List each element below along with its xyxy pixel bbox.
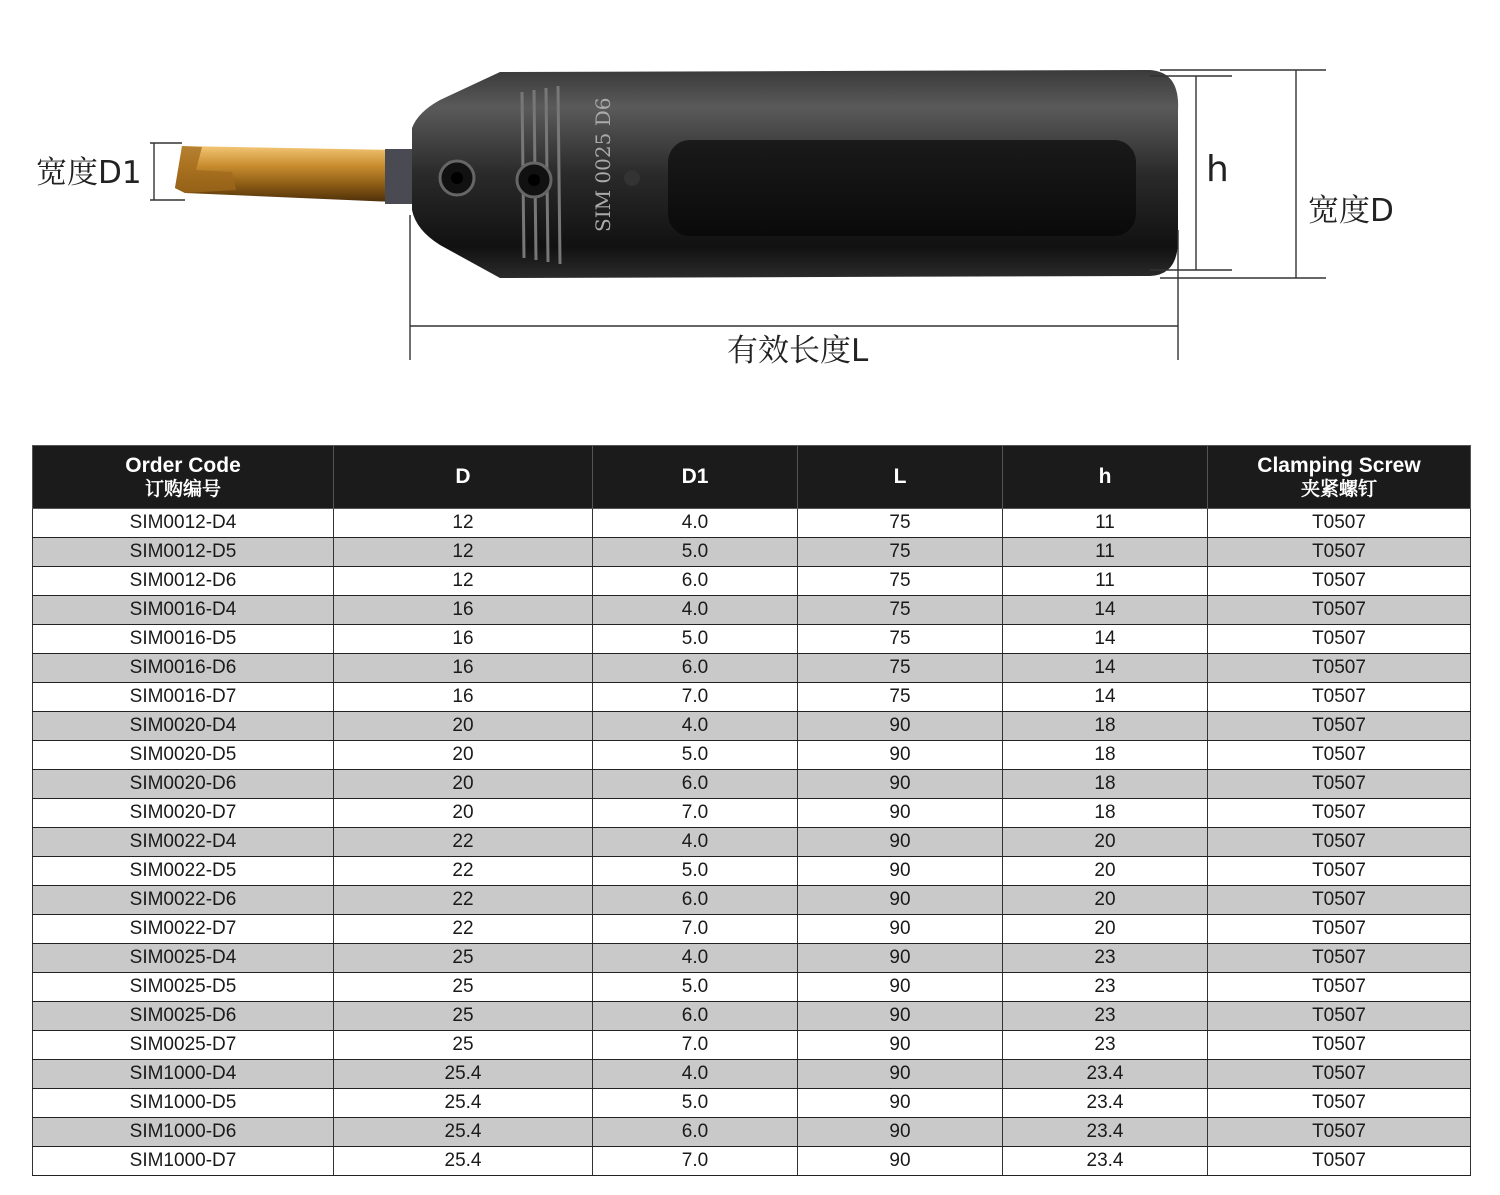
cell-l: 90 <box>798 915 1003 944</box>
cell-d: 25 <box>334 973 593 1002</box>
dimension-label-d1: 宽度D1 <box>36 155 142 191</box>
table-row <box>33 973 1471 1002</box>
cell-clamping-screw: T0507 <box>1208 886 1471 915</box>
cell-clamping-screw: T0507 <box>1208 944 1471 973</box>
cell-clamping-screw: T0507 <box>1208 857 1471 886</box>
cell-clamping-screw: T0507 <box>1208 741 1471 770</box>
cell-clamping-screw: T0507 <box>1208 1147 1471 1176</box>
table-row <box>33 828 1471 857</box>
table-row <box>33 1147 1471 1176</box>
cell-d: 12 <box>334 567 593 596</box>
cell-d1: 4.0 <box>593 509 798 538</box>
cell-order-code: SIM1000-D6 <box>33 1118 334 1147</box>
cell-l: 90 <box>798 1060 1003 1089</box>
cell-l: 90 <box>798 857 1003 886</box>
cell-l: 90 <box>798 1002 1003 1031</box>
cell-l: 75 <box>798 567 1003 596</box>
cell-d: 22 <box>334 915 593 944</box>
cell-l: 75 <box>798 538 1003 567</box>
table-row <box>33 799 1471 828</box>
cell-d1: 7.0 <box>593 1147 798 1176</box>
table-row <box>33 596 1471 625</box>
cell-l: 90 <box>798 1031 1003 1060</box>
cell-d1: 4.0 <box>593 828 798 857</box>
cell-d1: 6.0 <box>593 770 798 799</box>
cell-h: 20 <box>1003 828 1208 857</box>
cell-clamping-screw: T0507 <box>1208 538 1471 567</box>
cell-l: 90 <box>798 741 1003 770</box>
cell-d: 20 <box>334 799 593 828</box>
cell-d: 20 <box>334 770 593 799</box>
cell-order-code: SIM0025-D4 <box>33 944 334 973</box>
cell-h: 18 <box>1003 741 1208 770</box>
cell-d1: 7.0 <box>593 1031 798 1060</box>
cell-clamping-screw: T0507 <box>1208 828 1471 857</box>
table-row <box>33 915 1471 944</box>
cell-d1: 5.0 <box>593 538 798 567</box>
cell-d1: 5.0 <box>593 1089 798 1118</box>
cell-clamping-screw: T0507 <box>1208 596 1471 625</box>
cell-order-code: SIM0016-D5 <box>33 625 334 654</box>
cell-order-code: SIM0020-D4 <box>33 712 334 741</box>
table-row <box>33 625 1471 654</box>
cell-h: 14 <box>1003 625 1208 654</box>
cell-clamping-screw: T0507 <box>1208 973 1471 1002</box>
cell-clamping-screw: T0507 <box>1208 625 1471 654</box>
table-row <box>33 886 1471 915</box>
cell-clamping-screw: T0507 <box>1208 1002 1471 1031</box>
dimension-label-h: h <box>1206 149 1229 190</box>
cell-h: 14 <box>1003 596 1208 625</box>
cell-h: 23 <box>1003 1002 1208 1031</box>
cell-order-code: SIM0016-D7 <box>33 683 334 712</box>
cell-h: 23 <box>1003 1031 1208 1060</box>
cell-h: 14 <box>1003 654 1208 683</box>
cell-l: 90 <box>798 1089 1003 1118</box>
cell-d1: 6.0 <box>593 567 798 596</box>
cell-h: 23.4 <box>1003 1147 1208 1176</box>
cell-d: 12 <box>334 538 593 567</box>
cell-d1: 6.0 <box>593 886 798 915</box>
flat-face <box>668 140 1136 236</box>
cell-order-code: SIM1000-D7 <box>33 1147 334 1176</box>
cell-order-code: SIM0020-D6 <box>33 770 334 799</box>
cell-l: 75 <box>798 683 1003 712</box>
cell-h: 20 <box>1003 857 1208 886</box>
cell-h: 18 <box>1003 712 1208 741</box>
header-l: L <box>798 446 1003 509</box>
cell-h: 23.4 <box>1003 1118 1208 1147</box>
shank-collar <box>385 149 413 204</box>
cell-d1: 5.0 <box>593 741 798 770</box>
cell-d: 25 <box>334 944 593 973</box>
cell-order-code: SIM0025-D7 <box>33 1031 334 1060</box>
cell-order-code: SIM0022-D7 <box>33 915 334 944</box>
cell-d: 25.4 <box>334 1060 593 1089</box>
cell-order-code: SIM0022-D4 <box>33 828 334 857</box>
cell-h: 23.4 <box>1003 1060 1208 1089</box>
cell-l: 90 <box>798 886 1003 915</box>
cell-h: 18 <box>1003 799 1208 828</box>
cell-order-code: SIM0012-D6 <box>33 567 334 596</box>
cell-d1: 4.0 <box>593 944 798 973</box>
cell-l: 75 <box>798 654 1003 683</box>
table-row <box>33 944 1471 973</box>
cell-d1: 4.0 <box>593 596 798 625</box>
header-d: D <box>334 446 593 509</box>
table-row <box>33 770 1471 799</box>
cell-l: 90 <box>798 973 1003 1002</box>
cell-d: 22 <box>334 857 593 886</box>
cell-d: 20 <box>334 712 593 741</box>
cell-d: 25.4 <box>334 1147 593 1176</box>
cell-d: 16 <box>334 654 593 683</box>
cell-d1: 7.0 <box>593 683 798 712</box>
cell-order-code: SIM0020-D7 <box>33 799 334 828</box>
cell-d1: 5.0 <box>593 857 798 886</box>
table-row <box>33 712 1471 741</box>
cell-order-code: SIM0022-D5 <box>33 857 334 886</box>
cell-clamping-screw: T0507 <box>1208 1089 1471 1118</box>
cell-l: 90 <box>798 1147 1003 1176</box>
cell-d: 16 <box>334 596 593 625</box>
cell-order-code: SIM1000-D5 <box>33 1089 334 1118</box>
table-body <box>33 509 1471 1176</box>
cell-l: 90 <box>798 828 1003 857</box>
cell-order-code: SIM1000-D4 <box>33 1060 334 1089</box>
cell-l: 75 <box>798 509 1003 538</box>
header-h: h <box>1003 446 1208 509</box>
cell-clamping-screw: T0507 <box>1208 654 1471 683</box>
spec-table <box>32 445 1471 1176</box>
header-order-code: Order Code 订购编号 <box>33 446 334 509</box>
cell-d: 25.4 <box>334 1089 593 1118</box>
cell-order-code: SIM0016-D6 <box>33 654 334 683</box>
cell-d1: 5.0 <box>593 625 798 654</box>
cell-clamping-screw: T0507 <box>1208 770 1471 799</box>
cell-l: 90 <box>798 712 1003 741</box>
table-row <box>33 654 1471 683</box>
cell-d: 16 <box>334 625 593 654</box>
cell-l: 75 <box>798 596 1003 625</box>
cell-clamping-screw: T0507 <box>1208 509 1471 538</box>
table-row <box>33 567 1471 596</box>
cell-clamping-screw: T0507 <box>1208 567 1471 596</box>
cell-l: 90 <box>798 799 1003 828</box>
header-clamping-screw: Clamping Screw 夹紧螺钉 <box>1208 446 1471 509</box>
engraving-text: SIM 0025 D6 <box>591 97 615 232</box>
cell-d: 22 <box>334 886 593 915</box>
product-drawing <box>0 0 1500 400</box>
cell-h: 18 <box>1003 770 1208 799</box>
cell-clamping-screw: T0507 <box>1208 712 1471 741</box>
cell-h: 11 <box>1003 567 1208 596</box>
cell-l: 90 <box>798 770 1003 799</box>
cell-d: 22 <box>334 828 593 857</box>
spec-table-container <box>32 445 1470 1176</box>
cell-h: 23 <box>1003 973 1208 1002</box>
table-row <box>33 683 1471 712</box>
cell-order-code: SIM0016-D4 <box>33 596 334 625</box>
cell-clamping-screw: T0507 <box>1208 799 1471 828</box>
cell-d1: 6.0 <box>593 1118 798 1147</box>
cell-order-code: SIM0025-D5 <box>33 973 334 1002</box>
table-header-row <box>33 446 1471 509</box>
cell-d: 25.4 <box>334 1118 593 1147</box>
cell-h: 11 <box>1003 509 1208 538</box>
cell-d: 25 <box>334 1002 593 1031</box>
table-row <box>33 1031 1471 1060</box>
cell-d: 12 <box>334 509 593 538</box>
cell-l: 75 <box>798 625 1003 654</box>
cell-d: 25 <box>334 1031 593 1060</box>
cell-order-code: SIM0012-D4 <box>33 509 334 538</box>
cell-h: 11 <box>1003 538 1208 567</box>
table-row <box>33 538 1471 567</box>
table-row <box>33 509 1471 538</box>
cell-h: 14 <box>1003 683 1208 712</box>
cell-clamping-screw: T0507 <box>1208 683 1471 712</box>
table-row <box>33 857 1471 886</box>
table-row <box>33 1089 1471 1118</box>
cell-h: 23.4 <box>1003 1089 1208 1118</box>
cell-order-code: SIM0012-D5 <box>33 538 334 567</box>
cell-order-code: SIM0020-D5 <box>33 741 334 770</box>
cell-h: 20 <box>1003 915 1208 944</box>
header-d1: D1 <box>593 446 798 509</box>
cell-d1: 6.0 <box>593 1002 798 1031</box>
cell-order-code: SIM0025-D6 <box>33 1002 334 1031</box>
table-row <box>33 1002 1471 1031</box>
cell-d1: 7.0 <box>593 915 798 944</box>
table-row <box>33 1060 1471 1089</box>
cell-d: 20 <box>334 741 593 770</box>
cell-clamping-screw: T0507 <box>1208 915 1471 944</box>
cell-d1: 7.0 <box>593 799 798 828</box>
cell-clamping-screw: T0507 <box>1208 1060 1471 1089</box>
cell-l: 90 <box>798 1118 1003 1147</box>
dimension-label-d: 宽度D <box>1308 193 1394 229</box>
table-row <box>33 1118 1471 1147</box>
cell-clamping-screw: T0507 <box>1208 1031 1471 1060</box>
cell-d1: 4.0 <box>593 712 798 741</box>
cell-h: 20 <box>1003 886 1208 915</box>
cell-d: 16 <box>334 683 593 712</box>
dimension-label-l: 有效长度L <box>727 333 869 369</box>
cell-d1: 4.0 <box>593 1060 798 1089</box>
cell-d1: 6.0 <box>593 654 798 683</box>
cell-l: 90 <box>798 944 1003 973</box>
cell-order-code: SIM0022-D6 <box>33 886 334 915</box>
cell-d1: 5.0 <box>593 973 798 1002</box>
cell-h: 23 <box>1003 944 1208 973</box>
table-row <box>33 741 1471 770</box>
cell-clamping-screw: T0507 <box>1208 1118 1471 1147</box>
